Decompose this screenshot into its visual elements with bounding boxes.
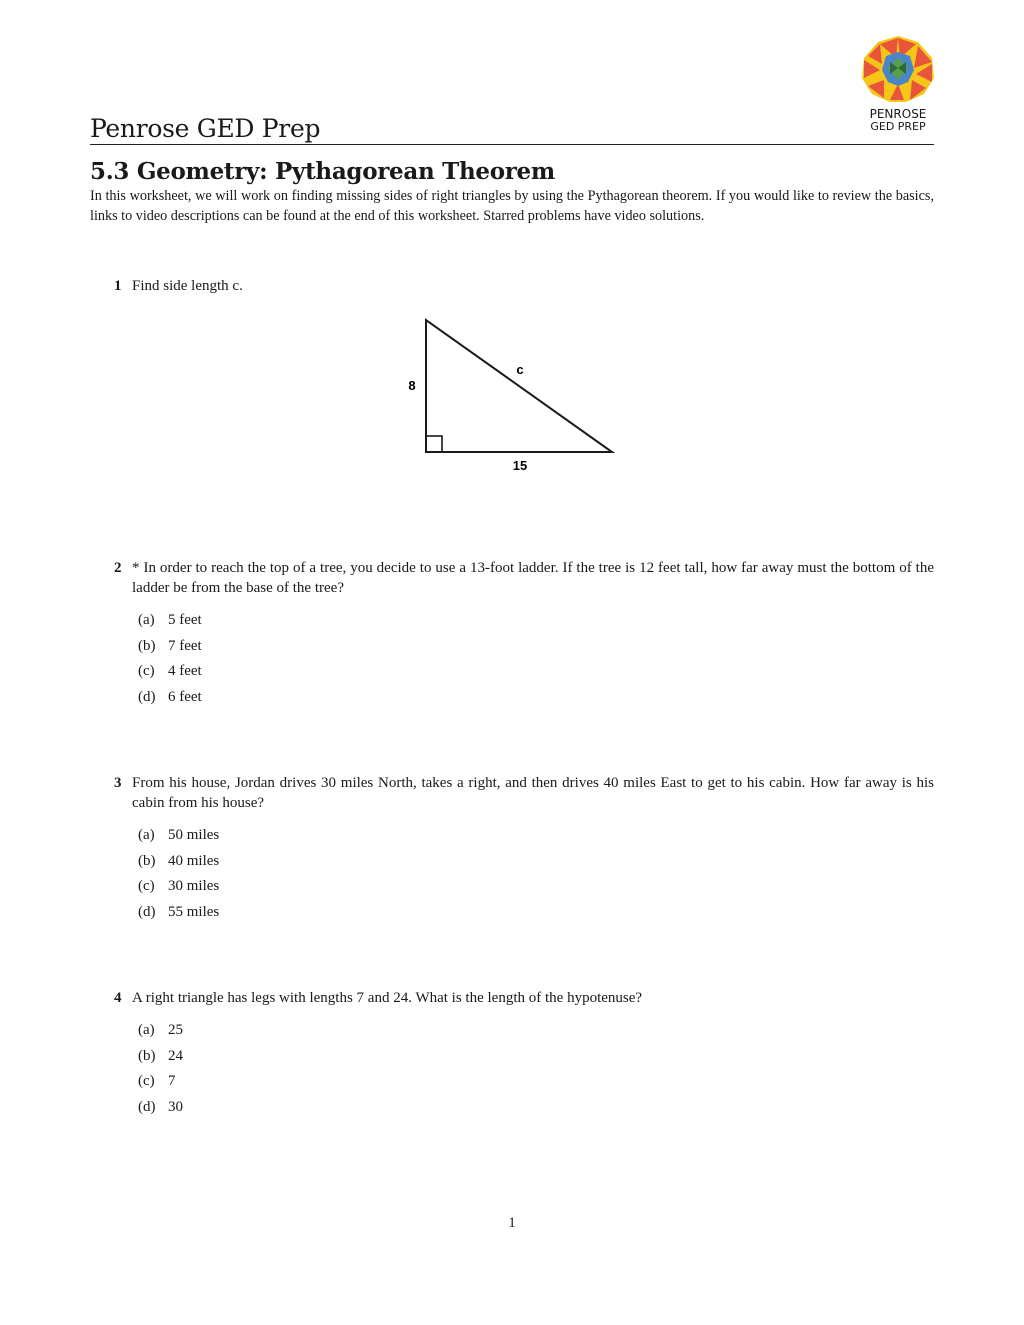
choice-label: (d)	[138, 1098, 156, 1115]
choice-label: (b)	[138, 1047, 156, 1064]
problem-1	[114, 276, 934, 296]
side-label-horizontal: 15	[512, 458, 528, 473]
choice-label: (a)	[138, 827, 155, 843]
problem-number: 1	[114, 278, 122, 294]
choice-d[interactable]	[138, 685, 934, 711]
choice-text: 40 miles	[168, 852, 220, 869]
problem-number: 2	[114, 560, 122, 576]
choice-label: (d)	[138, 688, 156, 705]
header-title: Penrose GED Prep	[90, 114, 321, 143]
problem-3	[114, 773, 934, 925]
choice-label: (a)	[138, 1022, 155, 1038]
problem-text: * In order to reach the top of a tree, you decide to use a 13-foot ladder. If the tree is 12 feet tall, how far away must the bottom of the ladder be from the base of the tree?	[132, 560, 934, 596]
problem-text: A right triangle has legs with lengths 7 and 24. What is the length of the hypotenuse?	[132, 990, 643, 1006]
answer-choices	[138, 823, 934, 925]
choice-text: 55 miles	[168, 903, 220, 920]
choice-text: 30	[168, 1098, 183, 1115]
choice-b[interactable]	[138, 1044, 934, 1070]
choice-a[interactable]	[138, 1018, 934, 1044]
choice-label: (c)	[138, 663, 155, 679]
problem-number: 4	[114, 990, 122, 1006]
problem-number: 3	[114, 775, 122, 791]
logo-text-line1: PENROSE	[869, 107, 927, 121]
side-label-vertical: 8	[408, 378, 416, 393]
problem-text: From his house, Jordan drives 30 miles North, takes a right, and then drives 40 miles East to get to his cabin. How far away is his cabin from his house?	[132, 775, 934, 811]
choice-d[interactable]	[138, 1095, 934, 1121]
choice-d[interactable]	[138, 900, 934, 926]
choice-label: (c)	[138, 878, 155, 894]
choice-a[interactable]	[138, 608, 934, 634]
choice-c[interactable]	[138, 874, 934, 900]
intro-paragraph: In this worksheet, we will work on finding missing sides of right triangles by using the Pythagorean theorem. If you would like to review the basics, links to video descriptions can be found at the end of this worksheet. Starred problems have video solutions.	[90, 188, 934, 224]
choice-label: (b)	[138, 852, 156, 869]
choice-text: 25	[168, 1022, 183, 1038]
problem-2	[114, 558, 934, 710]
right-triangle-figure	[400, 310, 630, 485]
problem-4	[114, 988, 934, 1120]
choice-text: 50 miles	[168, 827, 220, 843]
logo-text-line2: GED PREP	[870, 120, 926, 133]
choice-text: 6 feet	[168, 688, 202, 705]
answer-choices	[138, 608, 934, 710]
choice-text: 5 feet	[168, 612, 202, 628]
choice-label: (d)	[138, 903, 156, 920]
choice-text: 24	[168, 1047, 183, 1064]
choice-label: (c)	[138, 1073, 155, 1089]
penrose-logo	[860, 34, 936, 134]
choice-label: (b)	[138, 637, 156, 654]
choice-text: 7	[168, 1073, 176, 1089]
choice-a[interactable]	[138, 823, 934, 849]
choice-text: 30 miles	[168, 878, 220, 894]
choice-label: (a)	[138, 612, 155, 628]
choice-text: 4 feet	[168, 663, 202, 679]
answer-choices	[138, 1018, 934, 1120]
choice-text: 7 feet	[168, 637, 202, 654]
header-divider	[90, 144, 934, 145]
side-label-hypotenuse: c	[516, 362, 524, 377]
choice-c[interactable]	[138, 659, 934, 685]
section-title: 5.3 Geometry: Pythagorean Theorem	[90, 158, 555, 185]
choice-b[interactable]	[138, 849, 934, 875]
choice-b[interactable]	[138, 634, 934, 660]
problem-text: Find side length c.	[132, 278, 243, 294]
page-number: 1	[508, 1215, 516, 1231]
choice-c[interactable]	[138, 1069, 934, 1095]
